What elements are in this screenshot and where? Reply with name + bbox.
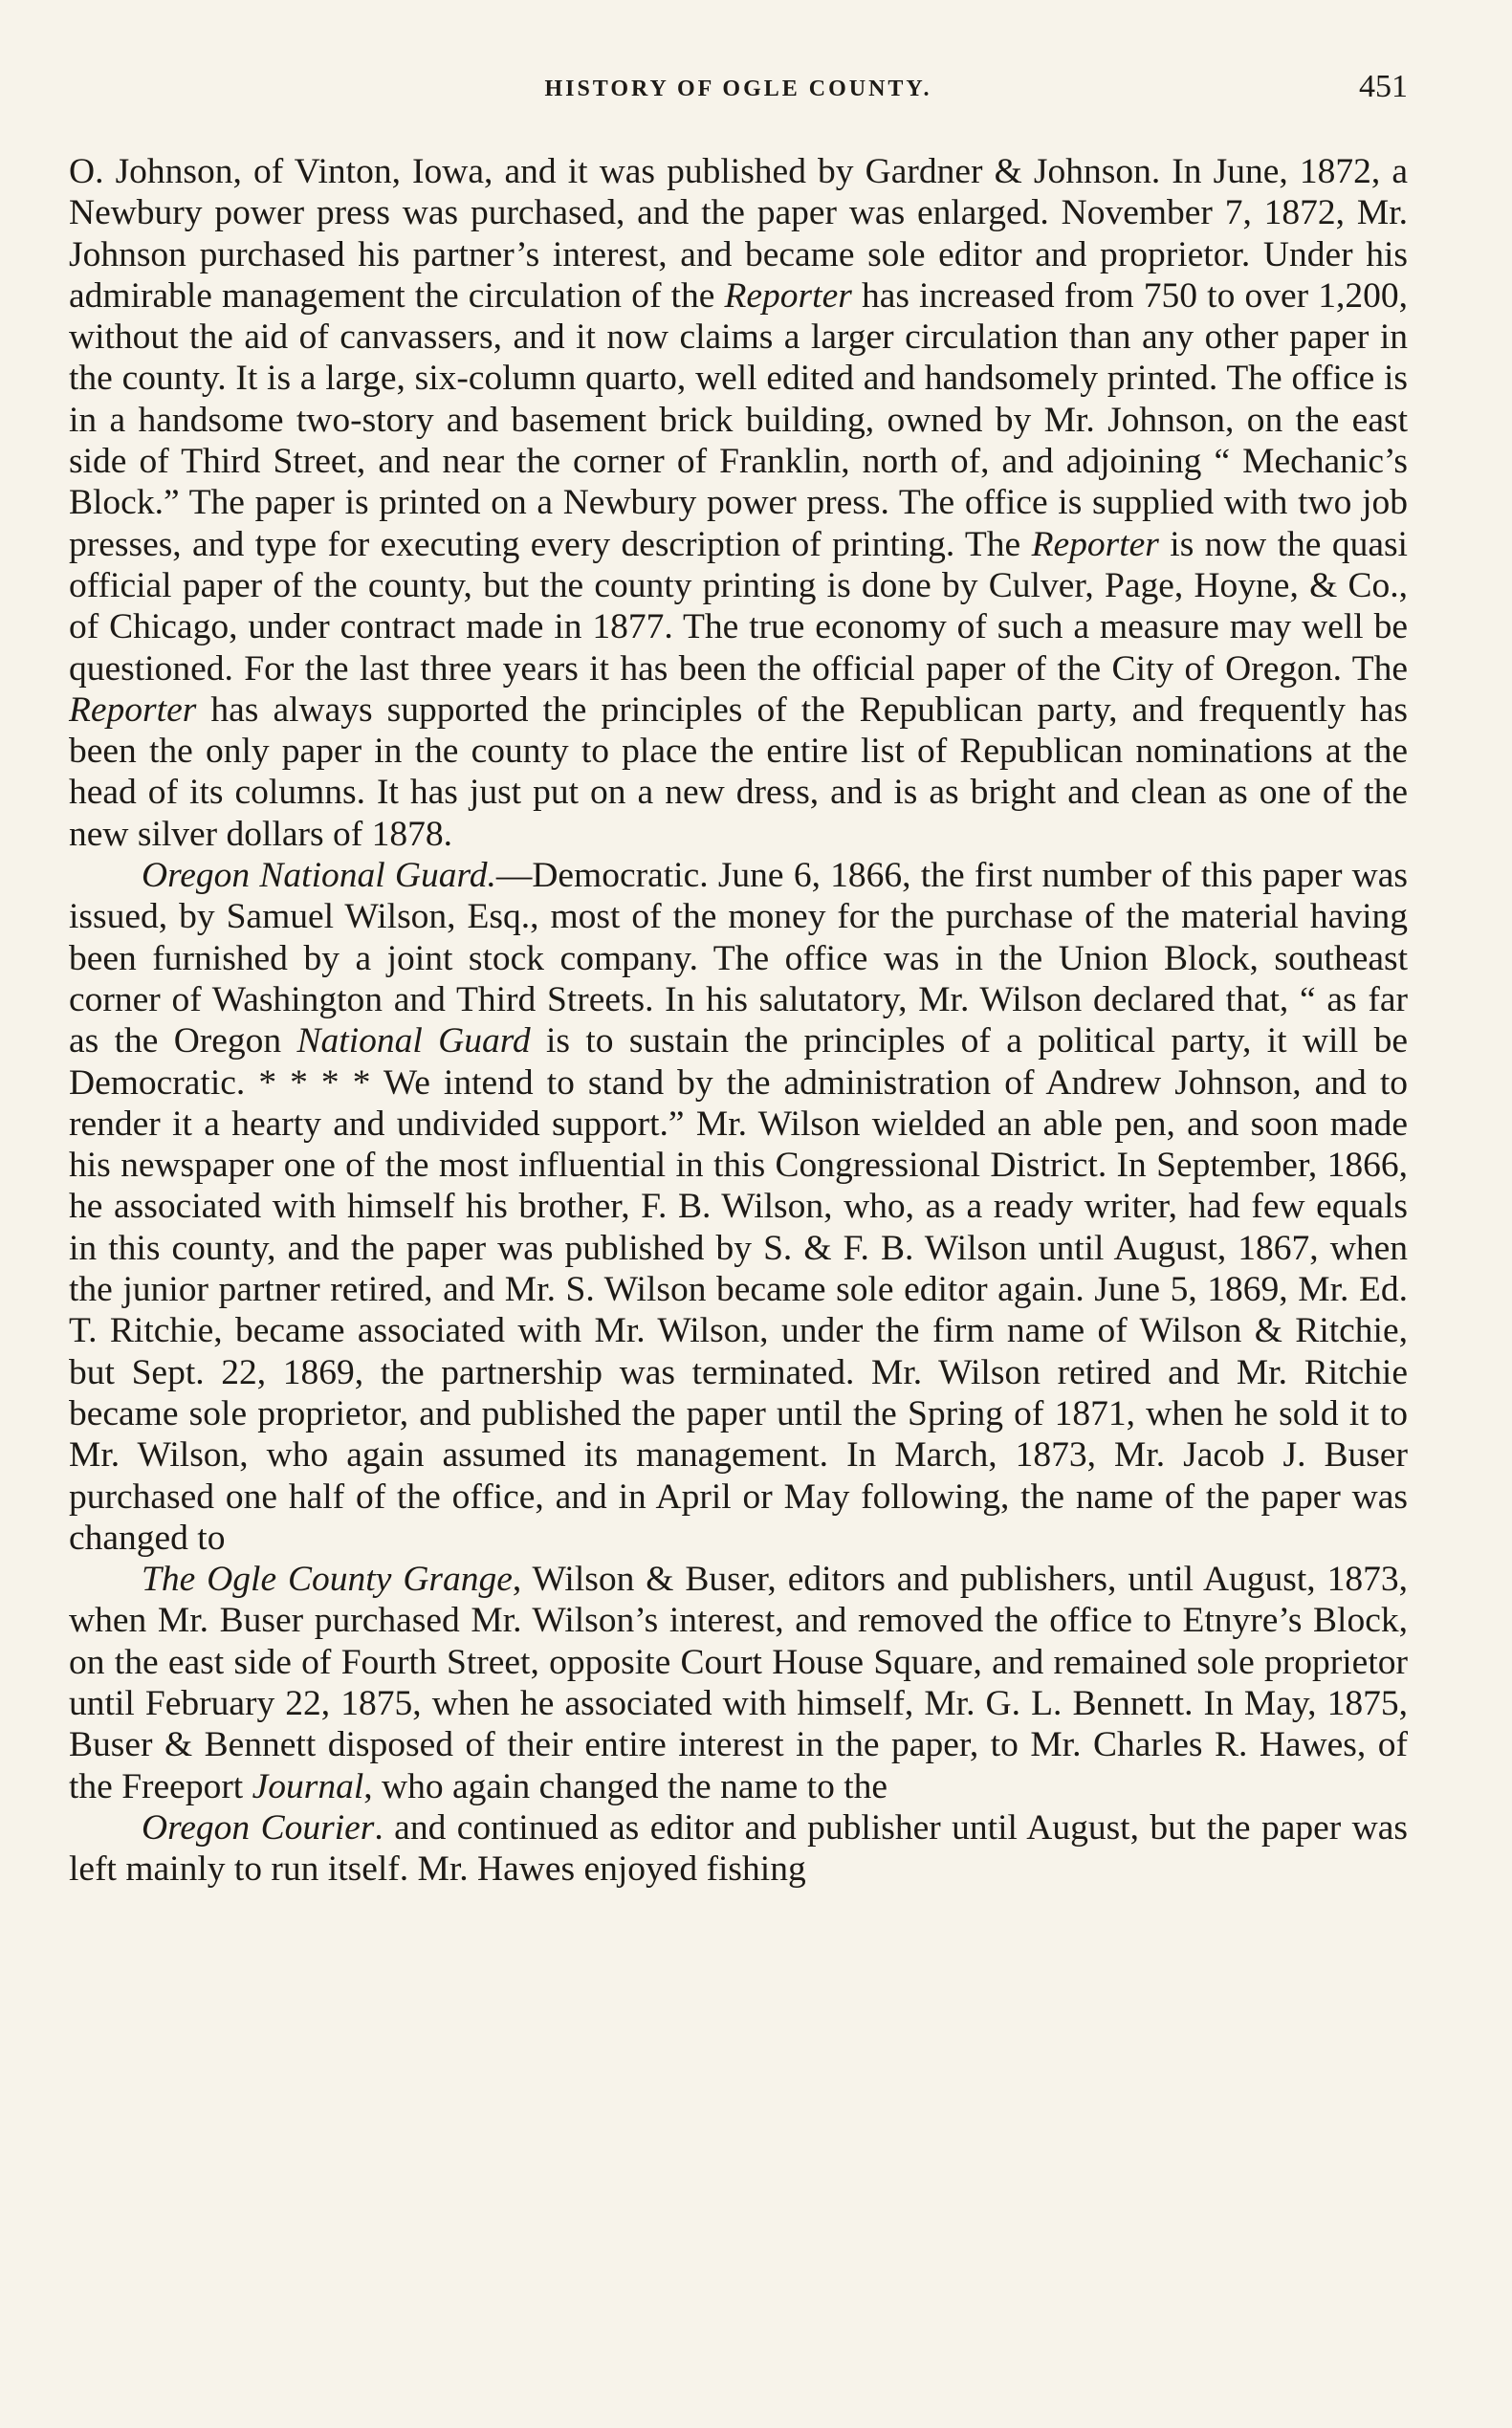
italic-text: Reporter xyxy=(69,689,197,730)
italic-text: National Guard xyxy=(296,1021,531,1061)
page-header xyxy=(69,69,1408,115)
text-run: is now the quasi official paper of the county, but the county printing is done by Culver, Page, Hoyne, & Co., of Chicago, under contract made in 1877. The true economy of such a measure may well be questioned. For the last three years it has been the official paper of the City of Oregon. The xyxy=(69,524,1408,689)
text-run: —Democratic. June 6, 1866, the first number of this paper was issued, by Samuel Wilson, Esq., most of the money for the purchase of the material having been furnished by a joint stock company. The office was in the Union Block, southeast corner of Washington and Third Streets. In his salutatory, Mr. Wilson declared that, “ as far as the Oregon xyxy=(69,856,1408,1061)
body-text xyxy=(69,151,1408,1890)
paragraph xyxy=(69,151,1408,855)
italic-text: Oregon Courier xyxy=(142,1807,375,1848)
text-run: , who again changed the name to the xyxy=(363,1766,888,1806)
italic-text: Reporter xyxy=(724,275,852,316)
text-run: has increased from 750 to over 1,200, without the aid of canvassers, and it now claims a larger circulation than any other paper in the county. It is a large, six-column quarto, well edited and handsomely printed. The office is in a handsome two-story and basement brick building, owned by Mr. Johnson, on the east side of Third Street, and near the corner of Franklin, north of, and adjoining “ Mechanic’s Block.” The paper is printed on a Newbury power press. The office is supplied with two job presses, and type for executing every description of printing. The xyxy=(69,275,1408,564)
italic-text: Journal xyxy=(252,1766,364,1806)
text-run: O. Johnson, of Vinton, Iowa, and it was published by Gardner & Johnson. In June, 1872, a Newbury power press was purchased, and the paper was enlarged. November 7, 1872, Mr. Johnson purchased his partner’s interest, and became sole editor and proprietor. Under his admirable management the circulation of the xyxy=(69,152,1408,316)
text-run: has always supported the principles of the Republican party, and frequently has been the only paper in the county to place the entire list of Republican nominations at the head of its columns. It has just put on a new dress, and is as bright and clean as one of the new silver dollars of 1878. xyxy=(69,689,1408,854)
italic-text: Reporter xyxy=(1031,524,1159,564)
text-run: , Wilson & Buser, editors and publishers, until August, 1873, when Mr. Buser purchased Mr. Wilson’s interest, and removed the office to Etnyre’s Block, on the east side of Fourth Street, opposite Court House Square, and remained sole proprietor until February 22, 1875, when he associated with himself, Mr. G. L. Bennett. In May, 1875, Buser & Bennett disposed of their entire interest in the paper, to Mr. Charles R. Hawes, of the Freeport xyxy=(69,1560,1408,1806)
text-run: . and continued as editor and publisher until August, but the paper was left mainly to run itself. Mr. Hawes enjoyed fishing xyxy=(69,1807,1408,1890)
paragraph xyxy=(69,1559,1408,1807)
paragraph xyxy=(69,855,1408,1559)
italic-text: Oregon National Guard. xyxy=(142,856,496,896)
italic-text: The Ogle County Grange xyxy=(142,1560,513,1600)
text-run: is to sustain the principles of a political party, it will be Democratic. * * * * We intend to stand by the administration of Andrew Johnson, and to render it a hearty and undivided support.” Mr. Wilson wielded an able pen, and soon made his newspaper one of the most influential in this Congressional District. In September, 1866, he associated with himself his brother, F. B. Wilson, who, as a ready writer, had few equals in this county, and the paper was published by S. & F. B. Wilson until August, 1867, when the junior partner retired, and Mr. S. Wilson became sole editor again. June 5, 1869, Mr. Ed. T. Ritchie, became associated with Mr. Wilson, under the firm name of Wilson & Ritchie, but Sept. 22, 1869, the partnership was terminated. Mr. Wilson retired and Mr. Ritchie became sole proprietor, and published the paper until the Spring of 1871, when he sold it to Mr. Wilson, who again assumed its management. In March, 1873, Mr. Jacob J. Buser purchased one half of the office, and in April or May following, the name of the paper was changed to xyxy=(69,1021,1408,1558)
page-number: 451 xyxy=(1359,69,1408,104)
paragraph xyxy=(69,1807,1408,1891)
running-head: HISTORY OF OGLE COUNTY. xyxy=(544,77,932,101)
